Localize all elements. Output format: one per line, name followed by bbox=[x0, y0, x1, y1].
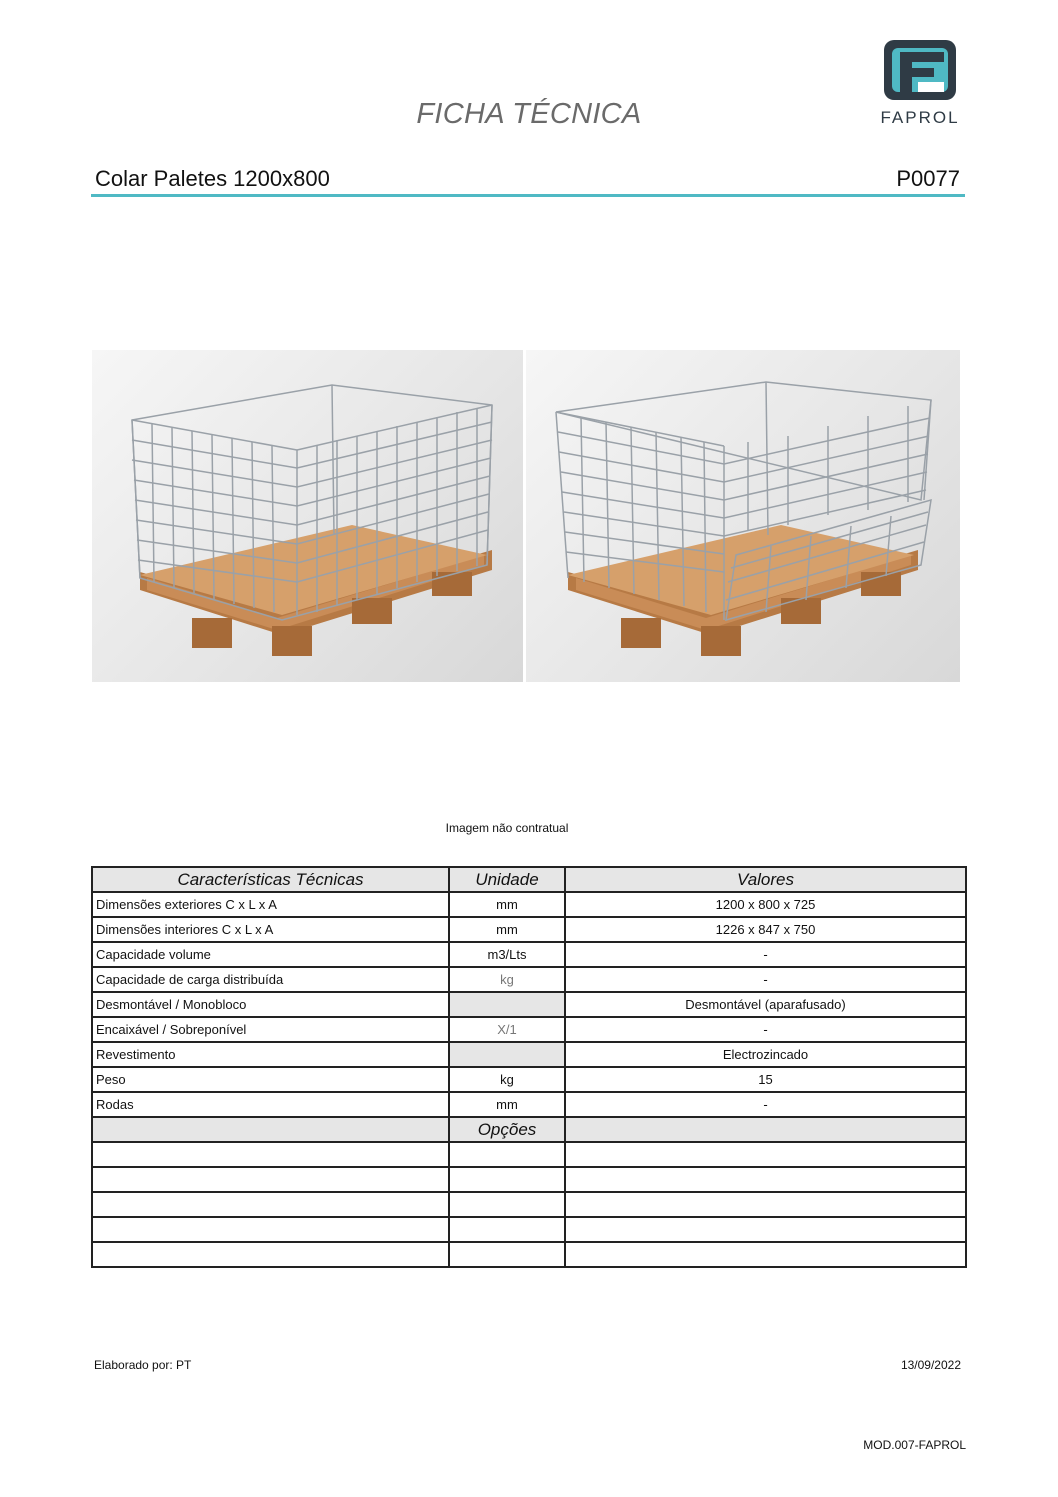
option-cell bbox=[449, 1242, 565, 1267]
row-label: Rodas bbox=[92, 1092, 449, 1117]
row-label: Revestimento bbox=[92, 1042, 449, 1067]
prepared-by: Elaborado por: PT bbox=[94, 1358, 192, 1372]
row-unit bbox=[449, 992, 565, 1017]
option-cell bbox=[92, 1167, 449, 1192]
option-cell bbox=[565, 1142, 966, 1167]
header-unit: Unidade bbox=[449, 867, 565, 892]
row-unit: kg bbox=[449, 1067, 565, 1092]
options-empty-cell bbox=[92, 1117, 449, 1142]
model-reference: MOD.007-FAPROL bbox=[863, 1438, 966, 1452]
options-row bbox=[92, 1217, 966, 1242]
options-row bbox=[92, 1242, 966, 1267]
row-value: 1200 x 800 x 725 bbox=[565, 892, 966, 917]
options-row bbox=[92, 1167, 966, 1192]
product-name: Colar Paletes 1200x800 bbox=[95, 166, 330, 191]
table-row bbox=[92, 942, 966, 967]
option-cell bbox=[449, 1192, 565, 1217]
document-title: FICHA TÉCNICA bbox=[416, 98, 642, 130]
row-value: Desmontável (aparafusado) bbox=[565, 992, 966, 1017]
row-value: - bbox=[565, 967, 966, 992]
product-image-closed bbox=[92, 350, 523, 682]
table-row bbox=[92, 992, 966, 1017]
table-row bbox=[92, 1092, 966, 1117]
image-disclaimer: Imagem não contratual bbox=[445, 821, 569, 835]
options-header-row bbox=[92, 1117, 966, 1142]
product-image-open bbox=[526, 350, 960, 682]
options-row bbox=[92, 1142, 966, 1167]
header-values: Valores bbox=[565, 867, 966, 892]
row-value: Electrozincado bbox=[565, 1042, 966, 1067]
row-label: Encaixável / Sobreponível bbox=[92, 1017, 449, 1042]
row-label: Desmontável / Monobloco bbox=[92, 992, 449, 1017]
row-value: - bbox=[565, 1017, 966, 1042]
row-label: Dimensões interiores C x L x A bbox=[92, 917, 449, 942]
options-empty-cell bbox=[565, 1117, 966, 1142]
table-row bbox=[92, 1017, 966, 1042]
row-unit: kg bbox=[449, 967, 565, 992]
table-row bbox=[92, 1042, 966, 1067]
table-row bbox=[92, 917, 966, 942]
row-value: - bbox=[565, 942, 966, 967]
option-cell bbox=[449, 1217, 565, 1242]
options-row bbox=[92, 1192, 966, 1217]
option-cell bbox=[92, 1192, 449, 1217]
option-cell bbox=[449, 1167, 565, 1192]
title-underline bbox=[91, 194, 965, 197]
row-unit bbox=[449, 1042, 565, 1067]
row-value: 15 bbox=[565, 1067, 966, 1092]
option-cell bbox=[565, 1192, 966, 1217]
row-unit: m3/Lts bbox=[449, 942, 565, 967]
row-label: Capacidade de carga distribuída bbox=[92, 967, 449, 992]
row-unit: mm bbox=[449, 1092, 565, 1117]
options-header: Opções bbox=[449, 1117, 565, 1142]
table-row bbox=[92, 892, 966, 917]
row-unit: mm bbox=[449, 892, 565, 917]
option-cell bbox=[92, 1217, 449, 1242]
table-row bbox=[92, 967, 966, 992]
row-value: 1226 x 847 x 750 bbox=[565, 917, 966, 942]
option-cell bbox=[565, 1242, 966, 1267]
option-cell bbox=[565, 1217, 966, 1242]
table-row bbox=[92, 1067, 966, 1092]
spec-table bbox=[91, 866, 967, 1268]
row-label: Capacidade volume bbox=[92, 942, 449, 967]
row-unit: mm bbox=[449, 917, 565, 942]
option-cell bbox=[92, 1242, 449, 1267]
option-cell bbox=[92, 1142, 449, 1167]
product-code: P0077 bbox=[896, 166, 960, 191]
logo-wordmark: FAPROL bbox=[880, 108, 960, 127]
row-value: - bbox=[565, 1092, 966, 1117]
header-characteristics: Características Técnicas bbox=[92, 867, 449, 892]
option-cell bbox=[449, 1142, 565, 1167]
row-label: Peso bbox=[92, 1067, 449, 1092]
table-header-row bbox=[92, 867, 966, 892]
row-label: Dimensões exteriores C x L x A bbox=[92, 892, 449, 917]
option-cell bbox=[565, 1167, 966, 1192]
document-date: 13/09/2022 bbox=[900, 1358, 961, 1372]
row-unit: X/1 bbox=[449, 1017, 565, 1042]
